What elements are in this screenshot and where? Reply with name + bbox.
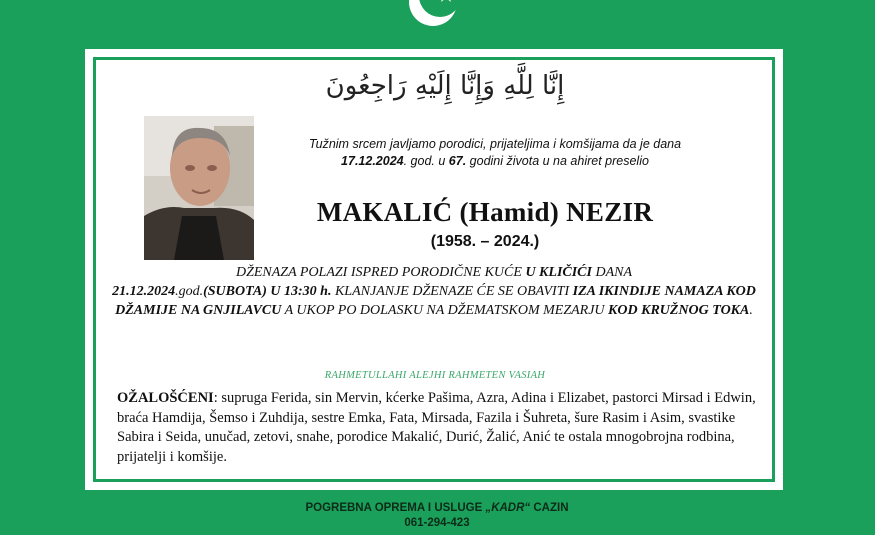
deceased-years: (1958. – 2024.) [430, 233, 540, 250]
crescent-star-icon [398, 0, 468, 34]
funeral-details: DŽENAZA POLAZI ISPRED PORODIČNE KUĆE U KLIČIĆI DANA 21.12.2024.god.(SUBOTA) U 13:30 h. KLANJANJE DŽENAZE ĆE SE OBAVITI IZA IKINDIJE NAMAZA KOD DŽAMIJE NA GNJILAVCU A UKOP PO DOLASKU NA DŽEMATSKOM MEZARJU KOD KRUŽNOG TOKA. [112, 265, 756, 318]
intro-text: Tužnim srcem javljamo porodici, prijateljima i komšijama da je dana 17.12.2024. god. u 67. godini života u na ahiret preselio [308, 137, 682, 168]
mourners-list: OŽALOŠĆENI: supruga Ferida, sin Mervin, kćerke Pašima, Azra, Adina i Elizabet, pastorci Mirsad i Edwin, braća Hamdija, Šemso i Zuhdija, sestre Emka, Fata, Mirsada, Fazila i Šuhreta, šure Rasim i Asim, svastike Sabira i Seida, unučad, zetovi, snahe, porodice Makalić, Durić, Žalić, Anić te ostala mnogobrojna rodbina, prijatelji i komšije. [117, 390, 756, 465]
rahmet-phrase: RAHMETULLAHI ALEJHI RAHMETEN VASIAH [324, 370, 546, 381]
deceased-photo [144, 116, 254, 260]
arabic-verse: إِنَّا لِلَّهِ وَإِنَّا إِلَيْهِ رَاجِعُونَ [325, 71, 565, 101]
deceased-name: MAKALIĆ (Hamid) NEZIR [316, 197, 654, 227]
mourners-label: OŽALOŠĆENI [117, 390, 214, 406]
footer-phone: 061-294-423 [404, 517, 470, 529]
obituary-card [85, 49, 783, 490]
funeral-home-footer: POGREBNA OPREMA I USLUGE „KADR“ CAZIN 061-294-423 [305, 502, 569, 529]
